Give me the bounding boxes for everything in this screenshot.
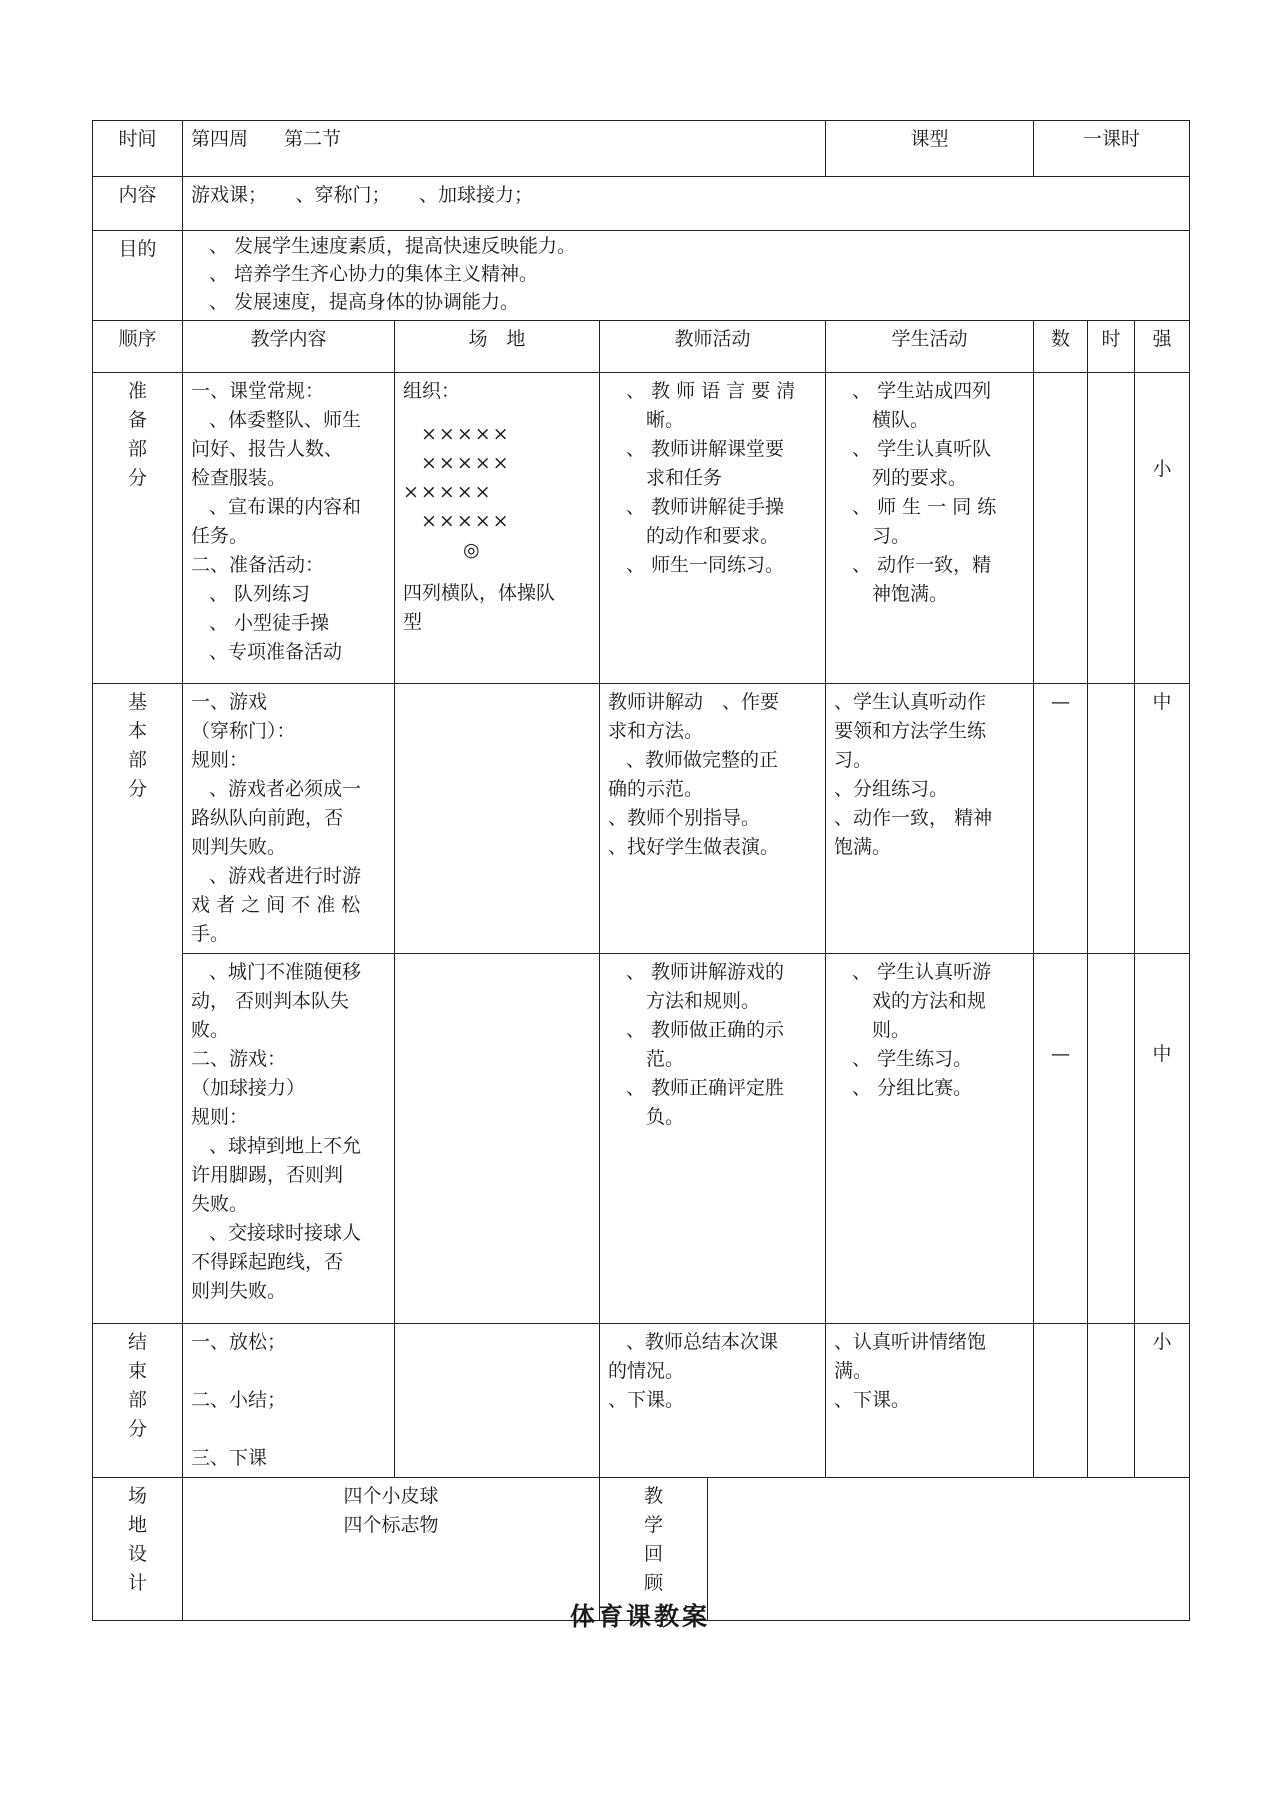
- ending-venue: [395, 1324, 600, 1478]
- time-week: 第四周: [191, 128, 249, 150]
- content-line: 则判失败。: [191, 836, 287, 858]
- formation-diagram: [403, 420, 591, 565]
- ending-time: [1088, 1324, 1135, 1478]
- basic-section-label: [93, 684, 183, 1324]
- label-char: 计: [127, 1572, 147, 1594]
- goal-label: 目的: [93, 231, 183, 321]
- column-header-row: [93, 321, 1190, 373]
- basic-part1-count: —: [1034, 684, 1088, 954]
- prep-content: [183, 373, 395, 684]
- student-line: 、 分组比赛。: [852, 1077, 973, 1099]
- formation-row: ×××××: [403, 481, 493, 503]
- teacher-line: 确的示范。: [608, 778, 704, 800]
- student-line: 、认真听讲情绪饱: [834, 1331, 987, 1353]
- type-label: 课型: [826, 121, 1034, 177]
- content-line: 三、下课: [191, 1447, 268, 1469]
- label-char: 教: [643, 1485, 663, 1507]
- content-line: 一、课堂常规：: [191, 380, 325, 402]
- section-char: 部: [127, 749, 147, 771]
- col-teaching-content: 教学内容: [183, 321, 395, 373]
- teacher-line: 求和方法。: [608, 720, 704, 742]
- content-line: 路纵队向前跑，否: [191, 807, 344, 829]
- content-line: 、球掉到地上不允: [209, 1135, 362, 1157]
- basic-part2-row: [93, 954, 1190, 1324]
- student-line: 、 动作一致，精: [852, 554, 992, 576]
- venue-item: 四个标志物: [343, 1514, 439, 1536]
- formation-row: ×××××: [421, 423, 511, 445]
- label-char: 回: [643, 1543, 663, 1565]
- teacher-line: 、 教 师 语 言 要 清: [626, 380, 796, 402]
- time-lesson: 第二节: [284, 128, 342, 150]
- prep-teacher-activity: [600, 373, 826, 684]
- prep-section-label: [93, 373, 183, 684]
- label-char: 设: [127, 1543, 147, 1565]
- teacher-line: 、教师个别指导。: [608, 807, 761, 829]
- ending-teacher-activity: [600, 1324, 826, 1478]
- col-student-activity: 学生活动: [826, 321, 1034, 373]
- content-line: 、体委整队、师生: [209, 409, 362, 431]
- student-line: 习。: [872, 525, 911, 547]
- goal-item: 、 发展速度，提高身体的协调能力。: [209, 291, 520, 313]
- document-title: 体育课教案: [569, 1602, 710, 1631]
- basic-part1-intensity: 中: [1135, 684, 1190, 954]
- label-char: 场: [127, 1485, 147, 1507]
- content-line: 、专项准备活动: [209, 641, 343, 663]
- ending-count: [1034, 1324, 1088, 1478]
- basic-part2-intensity: 中: [1135, 954, 1190, 1324]
- content-line: 二、游戏：: [191, 1048, 287, 1070]
- content-line: 二、准备活动：: [191, 554, 325, 576]
- label-char: 地: [127, 1514, 147, 1536]
- teacher-line: 、 教师讲解游戏的: [626, 961, 785, 983]
- basic-part1-teacher-activity: [600, 684, 826, 954]
- teacher-line: 方法和规则。: [646, 990, 761, 1012]
- student-line: 、学生认真听动作: [834, 691, 987, 713]
- content-line: 手。: [191, 923, 230, 945]
- teacher-line: 、 教师讲解课堂要: [626, 438, 785, 460]
- content-line: （加球接力）: [191, 1077, 306, 1099]
- basic-part2-time: [1088, 954, 1135, 1324]
- basic-part2-teacher-activity: [600, 954, 826, 1324]
- student-line: 、下课。: [834, 1389, 911, 1411]
- section-char: 部: [127, 1389, 147, 1411]
- ending-intensity: 小: [1135, 1324, 1190, 1478]
- teacher-mark: ◎: [463, 539, 482, 561]
- teacher-line: 、 教师正确评定胜: [626, 1077, 785, 1099]
- ending-student-activity: [826, 1324, 1034, 1478]
- content-line: 规则：: [191, 1106, 249, 1128]
- time-label: 时间: [93, 121, 183, 177]
- section-char: 准: [127, 380, 147, 402]
- section-char: 本: [127, 720, 147, 742]
- content-line: 检查服装。: [191, 467, 287, 489]
- lesson-plan-table: [92, 120, 1190, 1621]
- student-line: 、 学生练习。: [852, 1048, 973, 1070]
- content-line: 失败。: [191, 1193, 249, 1215]
- content-line: 、 队列练习: [209, 583, 311, 605]
- section-char: 分: [127, 778, 147, 800]
- student-line: 戏的方法和规: [872, 990, 987, 1012]
- prep-time: [1088, 373, 1135, 684]
- basic-part2-student-activity: [826, 954, 1034, 1324]
- content-line: 、 小型徒手操: [209, 612, 330, 634]
- content-line: 规则：: [191, 749, 249, 771]
- prep-section-row: [93, 373, 1190, 684]
- teacher-line: 、 教师做正确的示: [626, 1019, 785, 1041]
- student-line: 、动作一致， 精神: [834, 807, 993, 829]
- content-line: 、游戏者进行时游: [209, 865, 362, 887]
- teacher-line: 、 教师讲解徒手操: [626, 496, 785, 518]
- content-row: [93, 177, 1190, 231]
- content-value: 游戏课； 、穿称门； 、加球接力；: [183, 177, 1190, 231]
- content-line: 任务。: [191, 525, 249, 547]
- content-line: 二、小结；: [191, 1389, 287, 1411]
- student-line: 、分组练习。: [834, 778, 949, 800]
- label-char: 顾: [643, 1572, 663, 1594]
- content-line: 败。: [191, 1019, 230, 1041]
- basic-part2-venue: [395, 954, 600, 1324]
- content-line: 问好、报告人数、: [191, 438, 344, 460]
- basic-part1-time: [1088, 684, 1135, 954]
- content-line: （穿称门）：: [191, 720, 296, 742]
- student-line: 、 学生站成四列: [852, 380, 992, 402]
- basic-part1-row: [93, 684, 1190, 954]
- teacher-line: 晰。: [646, 409, 685, 431]
- goal-row: [93, 231, 1190, 321]
- teacher-line: 、找好学生做表演。: [608, 836, 780, 858]
- teacher-line: 、下课。: [608, 1389, 685, 1411]
- formation-row: ×××××: [421, 510, 511, 532]
- teacher-line: 的情况。: [608, 1360, 685, 1382]
- basic-part2-content: [183, 954, 395, 1324]
- goal-item: 、 培养学生齐心协力的集体主义精神。: [209, 263, 539, 285]
- student-line: 、 师 生 一 同 练: [852, 496, 997, 518]
- content-line: 动， 否则判本队失: [191, 990, 350, 1012]
- prep-student-activity: [826, 373, 1034, 684]
- basic-part2-count: —: [1034, 954, 1088, 1324]
- section-char: 分: [127, 1418, 147, 1440]
- prep-venue: [395, 373, 600, 684]
- label-char: 学: [643, 1514, 663, 1536]
- teacher-line: 的动作和要求。: [646, 525, 780, 547]
- section-char: 束: [127, 1360, 147, 1382]
- prep-intensity: 小: [1135, 373, 1190, 684]
- basic-part1-venue: [395, 684, 600, 954]
- venue-item: 四个小皮球: [343, 1485, 439, 1507]
- student-line: 要领和方法学生练: [834, 720, 987, 742]
- section-char: 部: [127, 438, 147, 460]
- goal-item: 、 发展学生速度素质，提高快速反映能力。: [209, 235, 577, 257]
- formation-row: ×××××: [421, 452, 511, 474]
- content-label: 内容: [93, 177, 183, 231]
- content-line: 一、放松；: [191, 1331, 287, 1353]
- student-line: 、 学生认真听游: [852, 961, 992, 983]
- content-line: 许用脚踢，否则判: [191, 1164, 344, 1186]
- ending-section-row: [93, 1324, 1190, 1478]
- teacher-line: 教师讲解动 、作要: [608, 691, 780, 713]
- student-line: 则。: [872, 1019, 911, 1041]
- time-value: [183, 121, 826, 177]
- content-line: 、游戏者必须成一: [209, 778, 362, 800]
- goal-list: [183, 231, 1190, 321]
- content-line: [191, 1357, 386, 1386]
- col-count: 数: [1034, 321, 1088, 373]
- col-teacher-activity: 教师活动: [600, 321, 826, 373]
- type-value: 一课时: [1034, 121, 1190, 177]
- section-char: 分: [127, 467, 147, 489]
- content-line: [191, 1415, 386, 1444]
- venue-note: 型: [403, 611, 423, 633]
- ending-section-label: [93, 1324, 183, 1478]
- student-line: 神饱满。: [872, 583, 949, 605]
- content-line: 、交接球时接球人: [209, 1222, 362, 1244]
- student-line: 饱满。: [834, 836, 892, 858]
- teacher-line: 、教师总结本次课: [626, 1331, 779, 1353]
- teacher-line: 、 师生一同练习。: [626, 554, 785, 576]
- student-line: 列的要求。: [872, 467, 968, 489]
- venue-note: 四列横队，体操队: [403, 582, 556, 604]
- student-line: 横队。: [872, 409, 930, 431]
- prep-count: [1034, 373, 1088, 684]
- content-line: 戏 者 之 间 不 准 松: [191, 894, 361, 916]
- content-line: 则判失败。: [191, 1280, 287, 1302]
- org-label: 组织：: [403, 380, 461, 402]
- section-char: 备: [127, 409, 147, 431]
- student-line: 习。: [834, 749, 873, 771]
- col-intensity: 强: [1135, 321, 1190, 373]
- basic-part1-content: [183, 684, 395, 954]
- col-venue: 场 地: [395, 321, 600, 373]
- teacher-line: 求和任务: [646, 467, 723, 489]
- student-line: 满。: [834, 1360, 873, 1382]
- content-line: 不得踩起跑线，否: [191, 1251, 344, 1273]
- col-order: 顺序: [93, 321, 183, 373]
- header-row: [93, 121, 1190, 177]
- content-line: 一、游戏: [191, 691, 268, 713]
- teacher-line: 负。: [646, 1106, 685, 1128]
- content-line: 、城门不准随便移: [209, 961, 362, 983]
- section-char: 结: [127, 1331, 147, 1353]
- teacher-line: 、教师做完整的正: [626, 749, 779, 771]
- teacher-line: 范。: [646, 1048, 685, 1070]
- content-line: 、宣布课的内容和: [209, 496, 362, 518]
- basic-part1-student-activity: [826, 684, 1034, 954]
- ending-content: [183, 1324, 395, 1478]
- section-char: 基: [127, 691, 147, 713]
- student-line: 、 学生认真听队: [852, 438, 992, 460]
- col-time: 时: [1088, 321, 1135, 373]
